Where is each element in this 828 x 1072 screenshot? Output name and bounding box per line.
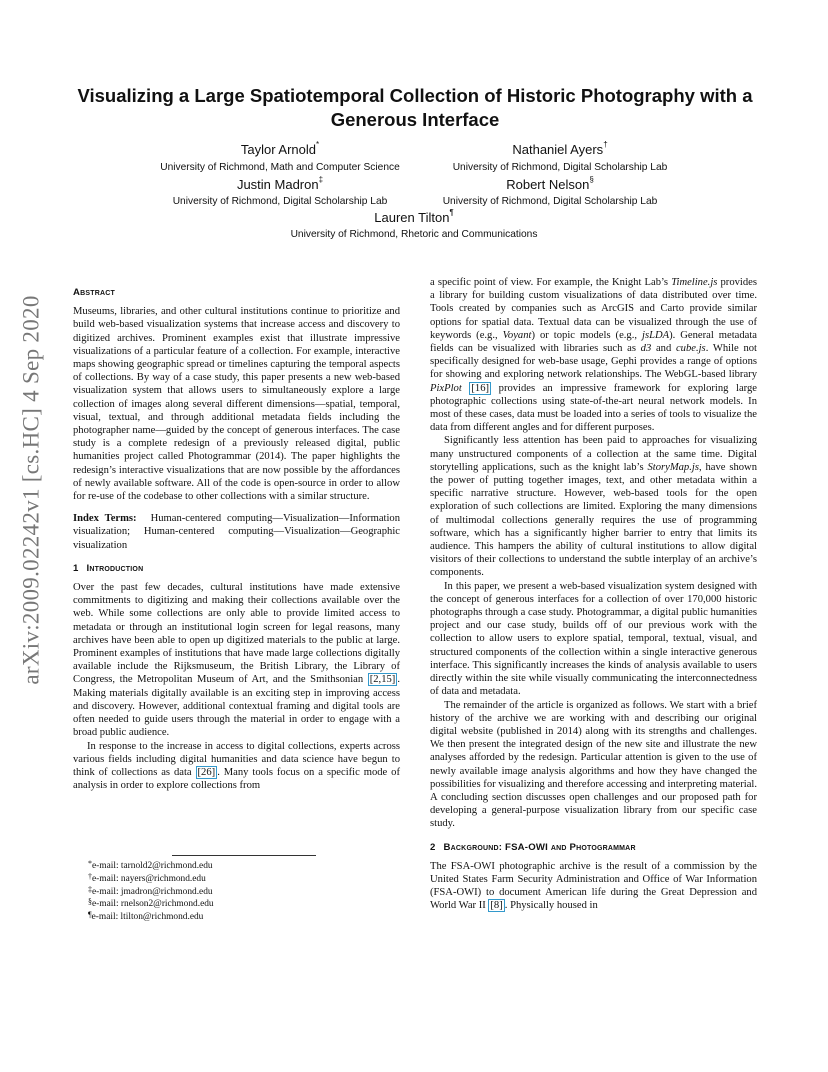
footnotes (88, 860, 214, 924)
citation-link[interactable]: [16] (471, 382, 490, 394)
index-terms-text: Human-centered computing—Visualization—Information visualization; Human-centered computing—Visualization—Geographic visualization (73, 513, 400, 551)
footnote-item: *e-mail: tarnold2@richmond.edu (88, 859, 213, 871)
footnote-item: §e-mail: rnelson2@richmond.edu (88, 897, 214, 910)
background-paragraph: The FSA-OWI photographic archive is the result of a commission by the United States Farm Security Administration and Office of War Information (FSA-OWI) to document American life during the Great Depression and World War II [8] . Physically housed in (430, 860, 757, 912)
arxiv-sidebar-stamp (2, 290, 62, 690)
citation-link[interactable]: [8] (490, 900, 503, 912)
intro-paragraph: Significantly less attention has been paid to approaches for visualizing many unstructured components of a collection at the same time. Digital storytelling applications, such as the knight lab’s StoryMap.js, have shown the power of putting together images, text, and other metadata within a specific narrative structure. However, web-based tools for the open exploration of such collections are limited. Exploring the many dimensions of multimodal collections generally requires the use of programming software, which has a significantly higher barrier to entry that limits its audience. This hampers the ability of cultural institutions to allow digital visitors of their collections to understand the subtle interplay of an archive’s components. (430, 435, 758, 579)
abstract-heading: Abstract (73, 287, 115, 298)
intro-paragraph: The remainder of the article is organized as follows. We start with a brief history of the archive we are working with and describing our original digital website (published in 2014) along with its strengths and challenges. We then present the integrated design of the new site and illustrate the new analyses afforded by the redesign. Particular attention is given to the use of newly available image analysis algorithms and how they have changed the possibilities for visualizing and therefore accessing and interpreting material. A concluding section discusses open challenges and our proposed path for developing a general-purpose visualization library from our specific case study. (430, 699, 757, 830)
author-affiliation: University of Richmond, Rhetoric and Communications (290, 229, 538, 240)
intro-paragraph: In this paper, we present a web-based visualization system designed with the concept of generous interfaces for a collection of over 170,000 historic photographs through a case study. Photogrammar, a digital public humanities project and our case study, builds off of our previous work with the collection to allow users to explore spatial, temporal, textual, visual, and structured components of the collection within a single interactive generous interface. This significantly increases the kinds of analysis available to users directly within the site while visually communicating the interconnectedness of data and metadata. (430, 580, 757, 698)
abstract-text: Museums, libraries, and other cultural institutions continue to prioritize and build web-based visualization systems that increase access and discovery to digitized archives. Prominent examples exist that illustrate impressive visualizations of a particular feature of a collection. For example, interactive maps showing geographic spread or timelines capturing the temporal aspects of collections. By way of a case study, this paper presents a new web-based visualization system that allows users to simultaneously explore a large collection of images along several different dimensions—spatial, temporal, visual, textual, and through additional metadata fields including the photographer name—guided by the concept of generous interfaces. The case study is a complete redesign of a previously released digital, public humanities project called Photogrammar (2014). The paper highlights the redesign’s interactive visualizations that are now possible by the affordances of newly available software. All of the code is open-source in order to allow for re-use of the codebase to other collections with a similar structure. (73, 306, 400, 503)
author-affiliation: University of Richmond, Digital Scholarship Lab (452, 162, 668, 173)
section-heading-background: 2 Background: FSA-OWI and Photogrammar (430, 841, 636, 853)
section-heading-introduction: 1 Introduction (73, 562, 144, 574)
arxiv-id-text: arXiv:2009.02242v1 [cs.HC] 4 Sep 2020 (19, 295, 45, 685)
intro-paragraph: Over the past few decades, cultural institutions have made extensive commitments to digitizing and making their collections available over the web. While some collections are only able to provide limited access to metadata or through an institutional login screen for legal reasons, many archives have been able to open up digitized materials to the public at large. Prominent examples of institutions that have made large collections digitally available include the Rijksmuseum, the British Library, the Library of Congress, the Metropolitan Museum of Art, and the Smithsonian [2,15] . Making materials digitally available is an exciting step in improving access and discovery. However, additional contextual framing and digital tools are often needed to guide users through the material in order to engage with a broad public audience. (73, 582, 400, 739)
author-affiliation: University of Richmond, Digital Scholarship Lab (172, 196, 388, 207)
author-name: Nathaniel Ayers† (512, 140, 608, 157)
intro-paragraph: In response to the increase in access to digital collections, experts across various fields including digital humanities and data science have begun to think of collections as data [26] . Many tools focus on a specific mode of analysis in order to explore collections from (73, 740, 400, 792)
index-terms-label: Index Terms: (73, 513, 137, 525)
index-terms (73, 512, 400, 552)
author-name: Taylor Arnold* (240, 140, 320, 157)
left-column (73, 286, 400, 792)
citation-link[interactable]: [26] (197, 766, 216, 778)
author-affiliation: University of Richmond, Math and Computer Science (160, 162, 400, 173)
citation-link[interactable]: [2,15] (369, 674, 396, 686)
author-name: Justin Madron‡ (236, 175, 324, 192)
paper-title: Visualizing a Large Spatiotemporal Collection of Historic Photography with a Generous Interface (77, 85, 753, 130)
footnote-item: †e-mail: nayers@richmond.edu (88, 871, 206, 884)
footnote-item: ‡e-mail: jmadron@richmond.edu (88, 884, 213, 897)
footnote-rule (172, 855, 316, 856)
author-affiliation: University of Richmond, Digital Scholarship Lab (442, 196, 658, 207)
author-name: Lauren Tilton¶ (374, 208, 454, 225)
footnote-item: ¶e-mail: ltilton@richmond.edu (88, 910, 204, 923)
intro-paragraph-continued: a specific point of view. For example, the Knight Lab’s Timeline.js provides a library for building custom visualizations of data distributed over time. Tools created by companies such as ArcGIS and Carto provide similar options for spatial data. Textual data can be visualized through the use of keywords (e.g., Voyant) or topic models (e.g., jsLDA). General metadata fields can be visualized with libraries such as d3 and cube.js. While not specifically designed for web-base usage, Gephi provides a range of options for showing and exploring network relationships. The WebGL-based library PixPlot [16] provides an impressive framework for exploring large photographic collections using state-of-the-art neural network models. In most of these cases, data must be loaded into a series of tools to visualize the data from different angles and for different purposes. (430, 277, 758, 434)
right-column (430, 276, 757, 913)
author-name: Robert Nelson§ (506, 175, 594, 192)
